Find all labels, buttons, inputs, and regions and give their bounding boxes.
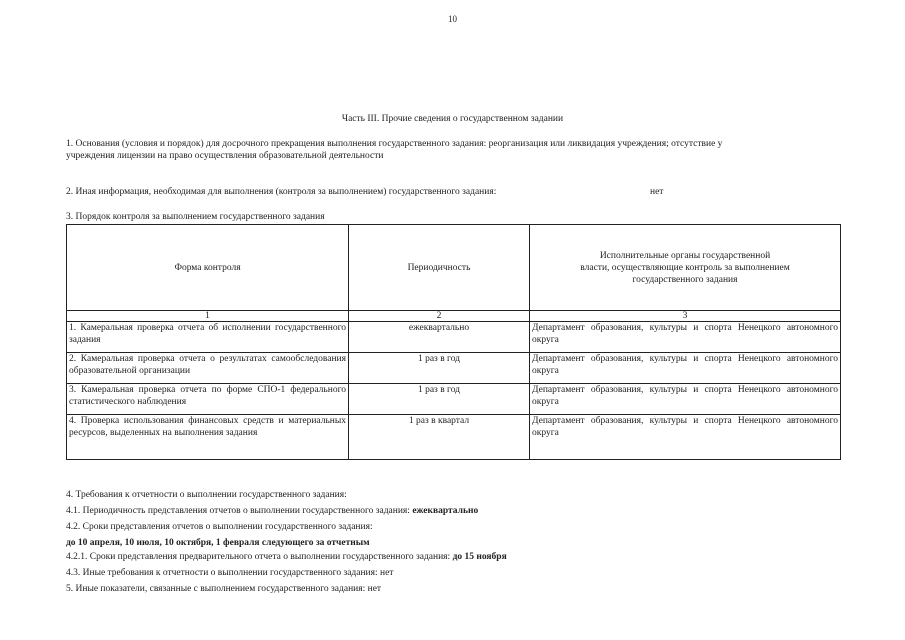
table-row [67,322,841,353]
section4-1 [66,505,478,517]
part-title: Часть III. Прочие сведения о государственном задании [341,114,564,124]
control-table [66,224,841,460]
section4-3: 4.3. Иные требования к отчетности о выполнении государственного задания: нет [66,568,394,578]
section5: 5. Иные показатели, связанные с выполнением государственного задания: нет [66,584,382,594]
periodicity-cell: 1 раз в год [349,384,530,415]
control-form-text: 2. Камеральная проверка отчета о результатах самообследования образовательной организации [69,354,346,376]
column-number: 2 [349,311,530,322]
section2-label: 2. Иная информация, необходимая для выполнения (контроля за выполнением) государственного задания: [66,187,497,197]
header-organs-line3: государственного задания [632,274,738,285]
section4-2-1-value: до 15 ноября [452,552,507,562]
organ-text: Департамент образования, культуры и спорта Ненецкого автономного округа [532,385,838,407]
organ-text: Департамент образования, культуры и спорта Ненецкого автономного округа [532,416,838,438]
periodicity-cell: 1 раз в год [349,353,530,384]
organ-text: Департамент образования, культуры и спорта Ненецкого автономного округа [532,354,838,376]
organ-cell [530,415,841,460]
section1-line2: учреждения лицензии на право осуществления образовательной деятельности [66,151,384,161]
section4-2-label: 4.2. Сроки представления отчетов о выполнении государственного задания: [66,522,373,532]
control-form-cell [67,353,349,384]
header-control-organs [530,225,841,311]
table-row [67,353,841,384]
table-row [67,384,841,415]
section1-line1: 1. Основания (условия и порядок) для досрочного прекращения выполнения государственного задания: реорганизация или ликвидация учреждения; отсутствие у [66,139,723,149]
control-form-text: 3. Камеральная проверка отчета по форме СПО-1 федерального статистического наблюдения [69,385,346,407]
control-form-cell [67,322,349,353]
periodicity-cell: 1 раз в квартал [349,415,530,460]
header-control-form: Форма контроля [67,225,349,311]
control-form-text: 1. Камеральная проверка отчета об исполнении государственного задания [69,323,346,345]
section4-1-label: 4.1. Периодичность представления отчетов о выполнении государственного задания: [66,506,410,516]
section4-2-1-label: 4.2.1. Сроки представления предварительного отчета о выполнении государственного задания: [66,552,451,562]
section4-2-value [66,537,370,549]
page-number: 10 [448,14,457,24]
table-number-row [67,311,841,322]
table-header-row [67,225,841,311]
column-number: 3 [530,311,841,322]
table-row [67,415,841,460]
section4-title: 4. Требования к отчетности о выполнении государственного задания: [66,490,347,500]
header-organs-line2: власти, осуществляющие контроль за выполнением [580,262,790,273]
periodicity-cell: ежеквартально [349,322,530,353]
section3-label: 3. Порядок контроля за выполнением государственного задания [66,212,325,222]
header-periodicity: Периодичность [349,225,530,311]
organ-text: Департамент образования, культуры и спорта Ненецкого автономного округа [532,323,838,345]
control-form-cell [67,384,349,415]
section2-value: нет [650,187,664,197]
section4-2-value-text: до 10 апреля, 10 июля, 10 октября, 1 февраля следующего за отчетным [66,538,370,548]
section4-1-value: ежеквартально [412,506,479,516]
column-number: 1 [67,311,349,322]
header-organs-line1: Исполнительные органы государственной [599,250,771,261]
organ-cell [530,353,841,384]
control-form-text: 4. Проверка использования финансовых средств и материальных ресурсов, выделенных на выполнения задания [69,416,346,438]
organ-cell [530,384,841,415]
control-form-cell [67,415,349,460]
section4-2-1 [66,551,507,563]
organ-cell [530,322,841,353]
